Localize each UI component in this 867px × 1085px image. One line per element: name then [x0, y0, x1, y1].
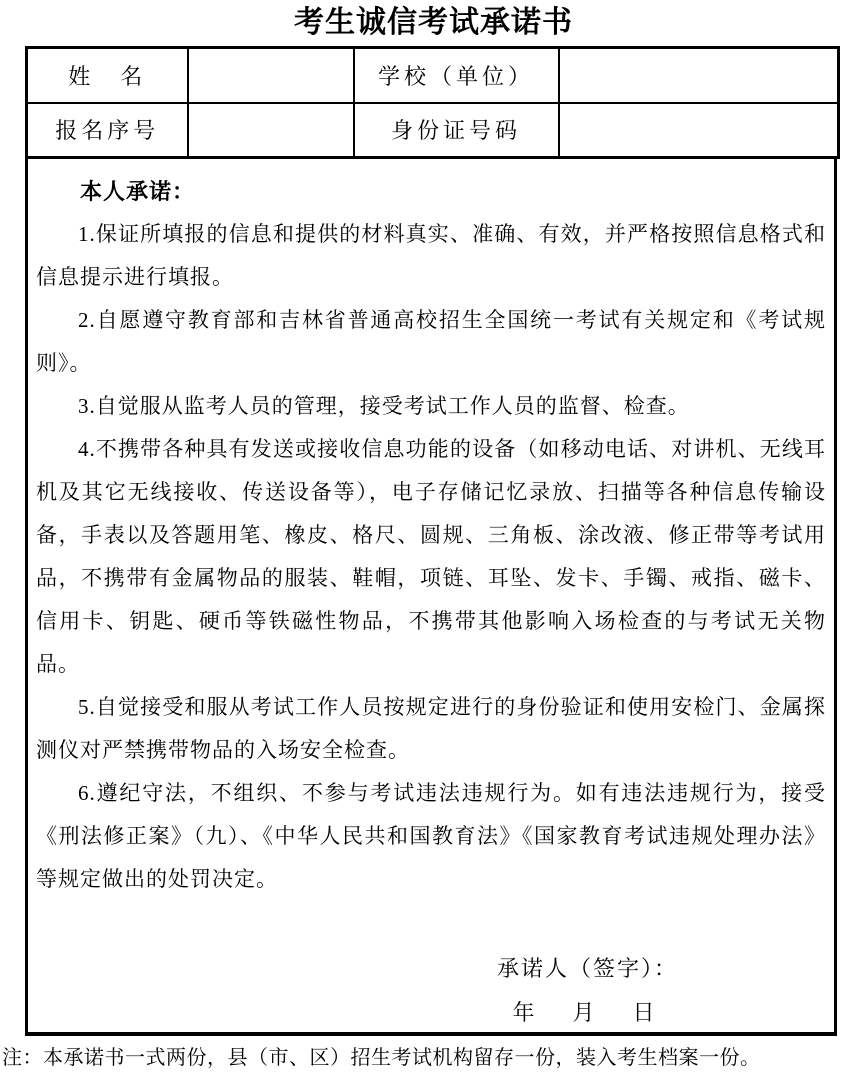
registration-number-label: 报名序号 [27, 103, 188, 158]
commitment-paragraph-6: 6.遵纪守法，不组织、不参与考试违法违规行为。如有违法违规行为，接受《刑法修正案》（九）、《中华人民共和国教育法》《国家教育考试违规处理办法》等规定做出的处罚决定。 [36, 781, 826, 891]
commitment-box [25, 159, 837, 1036]
commitment-paragraph-1: 1.保证所填报的信息和提供的材料真实、准确、有效，并严格按照信息格式和信息提示进行填报。 [36, 222, 826, 289]
school-label: 学校（单位） [354, 48, 559, 103]
commitment-paragraph-3: 3.自觉服从监考人员的管理，接受考试工作人员的监督、检查。 [78, 394, 690, 418]
applicant-info-table [25, 46, 840, 159]
commitment-heading: 本人承诺： [80, 179, 196, 204]
commitment-paragraph-2: 2.自愿遵守教育部和吉林省普通高校招生全国统一考试有关规定和《考试规则》。 [36, 308, 826, 375]
name-value-cell[interactable] [188, 48, 354, 103]
school-value-cell[interactable] [559, 48, 839, 103]
table-row-name-school [27, 48, 839, 103]
signature-label[interactable]: 承诺人（签字）： [496, 956, 678, 981]
date-line[interactable]: 年 月 日 [512, 1000, 663, 1025]
registration-number-value-cell[interactable] [188, 103, 354, 158]
commitment-paragraph-4: 4.不携带各种具有发送或接收信息功能的设备（如移动电话、对讲机、无线耳机及其它无线接收、传送设备等），电子存储记忆录放、扫描等各种信息传输设备，手表以及答题用笔、橡皮、格尺、圆规、三角板、涂改液、修正带等考试用品，不携带有金属物品的服装、鞋帽，项链、耳坠、发卡、手镯、戒指、磁卡、信用卡、钥匙、硬币等铁磁性物品，不携带其他影响入场检查的与考试无关物品。 [36, 437, 826, 676]
table-row-regno-id [27, 103, 839, 158]
commitment-paragraph-5: 5.自觉接受和服从考试工作人员按规定进行的身份验证和使用安检门、金属探测仪对严禁携带物品的入场安全检查。 [36, 695, 826, 762]
footnote: 注：本承诺书一式两份，县（市、区）招生考试机构留存一份，装入考生档案一份。 [2, 1047, 761, 1069]
id-number-value-cell[interactable] [559, 103, 839, 158]
name-label: 姓 名 [27, 48, 188, 103]
document-title: 考生诚信考试承诺书 [294, 6, 573, 39]
signature-block [497, 947, 678, 1035]
document-body [25, 46, 837, 1036]
id-number-label: 身份证号码 [354, 103, 559, 158]
